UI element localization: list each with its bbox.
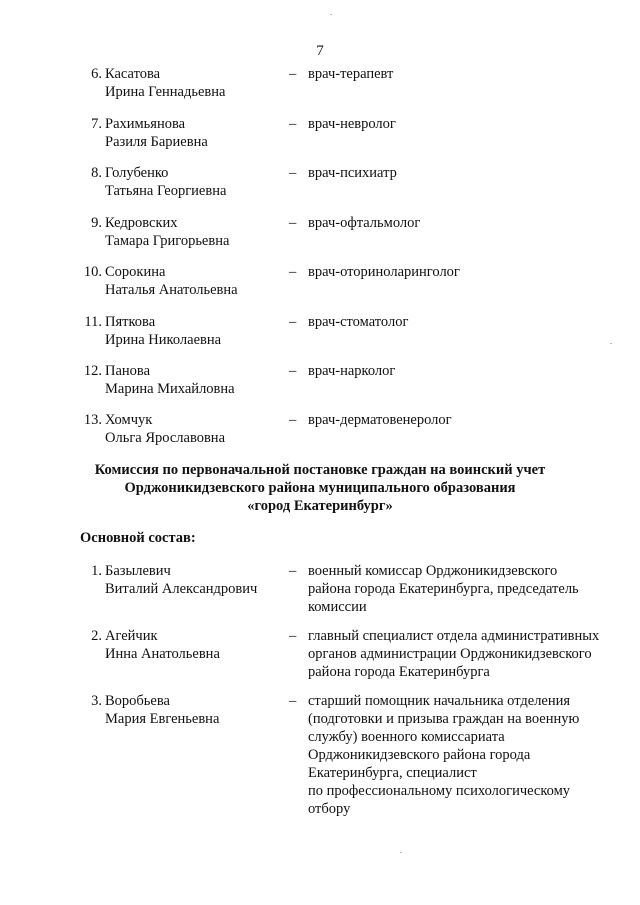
role-line: военный комиссар Орджоникидзевского: [308, 563, 558, 579]
role-line: врач-оториноларинголог: [308, 264, 460, 280]
role-line: Екатеринбурга, специалист: [308, 765, 477, 781]
member-given-name: Ирина Николаевна: [105, 332, 222, 348]
dash: –: [289, 215, 297, 231]
dash: –: [289, 693, 297, 709]
member-surname: Голубенко: [105, 165, 169, 181]
role-line: отбору: [308, 801, 351, 817]
member-name: [105, 263, 285, 299]
role-line: комиссии: [308, 599, 367, 615]
dash: –: [289, 165, 297, 181]
member-surname: Кедровских: [105, 215, 178, 231]
member-role: [308, 164, 628, 182]
member-given-name: Инна Анатольевна: [105, 646, 220, 662]
role-line: врач-нарколог: [308, 363, 396, 379]
member-name: [105, 214, 285, 250]
member-number: 6.: [91, 66, 102, 82]
member-number: 2.: [91, 628, 102, 644]
member-name: [105, 313, 285, 349]
member-number: 3.: [91, 693, 102, 709]
role-line: района города Екатеринбурга: [308, 664, 490, 680]
role-line: главный специалист отдела административных: [308, 628, 600, 644]
dash: –: [289, 314, 297, 330]
role-line: врач-невролог: [308, 116, 396, 132]
role-line: Орджоникидзевского района города: [308, 747, 531, 763]
role-line: врач-психиатр: [308, 165, 397, 181]
member-role: [308, 115, 628, 133]
member-number: 10.: [83, 264, 102, 280]
member-surname: Воробьева: [105, 693, 170, 709]
member-role: [308, 562, 628, 616]
member-surname: Агейчик: [105, 628, 158, 644]
member-role: [308, 411, 628, 429]
member-number: 13.: [83, 412, 102, 428]
member-number: 9.: [91, 215, 102, 231]
member-surname: Сорокина: [105, 264, 166, 280]
section-heading: Основной состав:: [80, 530, 196, 546]
member-given-name: Татьяна Георгиевна: [105, 183, 227, 199]
dash: –: [289, 628, 297, 644]
dash: –: [289, 116, 297, 132]
member-surname: Рахимьянова: [105, 116, 186, 132]
member-surname: Пяткова: [105, 314, 156, 330]
role-line: старший помощник начальника отделения: [308, 693, 571, 709]
dash: –: [289, 264, 297, 280]
role-line: врач-офтальмолог: [308, 215, 421, 231]
role-line: врач-терапевт: [308, 66, 394, 82]
member-role: [308, 627, 628, 681]
member-name: [105, 65, 285, 101]
member-name: [105, 692, 285, 728]
member-number: 11.: [84, 314, 102, 330]
scan-speck: [610, 343, 612, 344]
member-given-name: Мария Евгеньевна: [105, 711, 220, 727]
role-line: по профессиональному психологическому: [308, 783, 571, 799]
member-number: 12.: [83, 363, 102, 379]
commission-title-line: «город Екатеринбург»: [247, 498, 393, 514]
member-role: [308, 263, 628, 281]
member-role: [308, 362, 628, 380]
member-given-name: Виталий Александрович: [105, 581, 258, 597]
commission-title: [0, 461, 640, 515]
member-role: [308, 214, 628, 232]
member-number: 1.: [91, 563, 102, 579]
member-given-name: Наталья Анатольевна: [105, 282, 238, 298]
role-line: (подготовки и призыва граждан на военную: [308, 711, 580, 727]
member-name: [105, 362, 285, 398]
role-line: врач-стоматолог: [308, 314, 409, 330]
member-given-name: Ольга Ярославовна: [105, 430, 226, 446]
scan-speck: [330, 14, 332, 15]
dash: –: [289, 66, 297, 82]
dash: –: [289, 412, 297, 428]
member-name: [105, 562, 285, 598]
member-surname: Панова: [105, 363, 151, 379]
member-number: 7.: [91, 116, 102, 132]
member-surname: Хомчук: [105, 412, 153, 428]
member-number: 8.: [91, 165, 102, 181]
member-role: [308, 313, 628, 331]
member-given-name: Разиля Бариевна: [105, 134, 208, 150]
member-name: [105, 115, 285, 151]
dash: –: [289, 563, 297, 579]
member-surname: Касатова: [105, 66, 161, 82]
commission-title-line: Комиссия по первоначальной постановке граждан на воинский учет: [94, 462, 546, 478]
role-line: службу) военного комиссариата: [308, 729, 505, 745]
member-name: [105, 164, 285, 200]
commission-title-line: Орджоникидзевского района муниципального образования: [124, 480, 516, 496]
member-role: [308, 692, 628, 818]
member-given-name: Ирина Геннадьевна: [105, 84, 226, 100]
role-line: района города Екатеринбурга, председатель: [308, 581, 579, 597]
member-surname: Базылевич: [105, 563, 171, 579]
member-given-name: Марина Михайловна: [105, 381, 235, 397]
scan-speck: [400, 852, 402, 853]
dash: –: [289, 363, 297, 379]
member-role: [308, 65, 628, 83]
member-name: [105, 627, 285, 663]
member-name: [105, 411, 285, 447]
role-line: органов администрации Орджоникидзевского: [308, 646, 592, 662]
page-number: 7: [316, 43, 324, 59]
member-given-name: Тамара Григорьевна: [105, 233, 230, 249]
role-line: врач-дерматовенеролог: [308, 412, 452, 428]
